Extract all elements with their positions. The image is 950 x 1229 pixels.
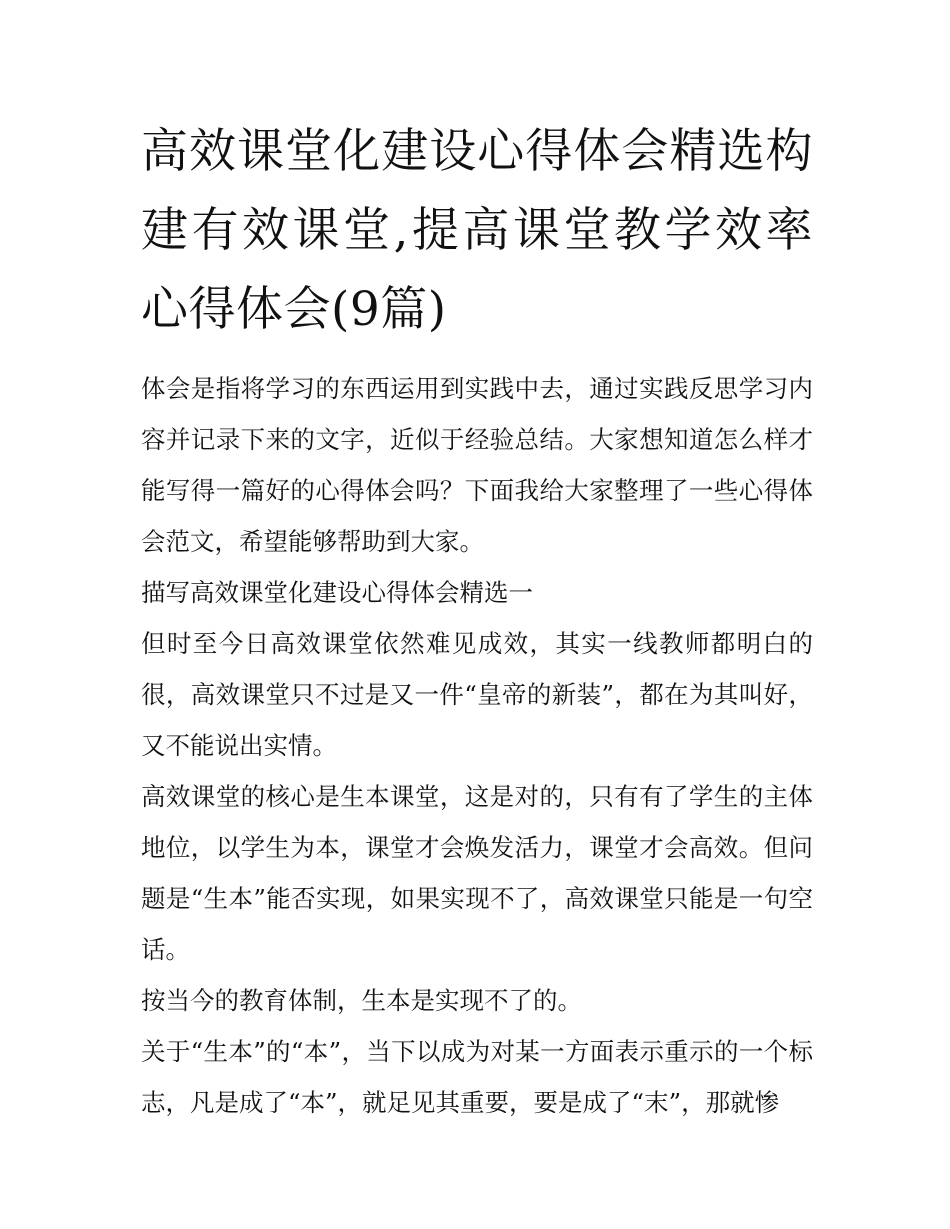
document-title: 高效课堂化建设心得体会精选构建有效课堂,提高课堂教学效率心得体会(9篇) bbox=[141, 124, 813, 337]
body-paragraph: 按当今的教育体制，生本是实现不了的。 bbox=[141, 986, 582, 1015]
body-paragraph: 但时至今日高效课堂依然难见成效，其实一线教师都明白的很，高效课堂只不过是又一件“皇帝的新装”，都在为其叫好，又不能说出实情。 bbox=[141, 629, 813, 760]
section-heading: 描写高效课堂化建设心得体会精选一 bbox=[141, 578, 533, 607]
body-paragraph: 关于“生本”的“本”，当下以成为对某一方面表示重示的一个标志，凡是成了“本”，就足见其重要，要是成了“末”，那就惨 bbox=[141, 1037, 813, 1117]
intro-paragraph: 体会是指将学习的东西运用到实践中去，通过实践反思学习内容并记录下来的文字，近似于经验总结。大家想知道怎么样才能写得一篇好的心得体会吗？下面我给大家整理了一些心得体会范文，希望能够帮助到大家。 bbox=[141, 374, 813, 556]
document-content bbox=[141, 112, 813, 1128]
body-paragraph: 高效课堂的核心是生本课堂，这是对的，只有有了学生的主体地位，以学生为本，课堂才会焕发活力，课堂才会高效。但问题是“生本”能否实现，如果实现不了，高效课堂只能是一句空话。 bbox=[141, 782, 813, 964]
